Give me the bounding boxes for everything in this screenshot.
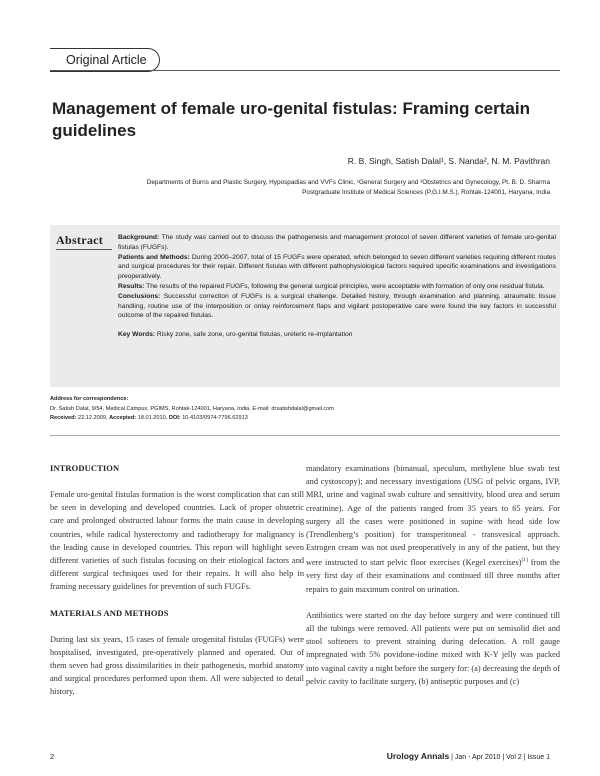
methods-heading: MATERIALS AND METHODS — [50, 607, 169, 618]
author-list: R. B. Singh, Satish Dalal¹, S. Nanda², N. M. Pavithran — [347, 156, 550, 166]
article-title: Management of female uro-genital fistulas: Framing certain guidelines — [52, 99, 530, 140]
abstract-text — [118, 233, 556, 340]
doi-value: 10.4103/0974-7796.62913 — [180, 415, 248, 421]
abstract-box — [50, 225, 560, 387]
correspondence-block — [50, 395, 560, 424]
abstract-background — [118, 233, 556, 253]
journal-footer — [387, 751, 550, 761]
left-column — [50, 462, 304, 699]
journal-name: Urology Annals — [386, 751, 450, 761]
methods-paragraph: During last six years, 15 cases of female urogenital fistulas (FUGFs) were hospitalised, investigated, pre-operatively planned and operated. Out of them seven had gross dissimilarities in their pathogenesis, morbid anatomy and surgical procedures performed upon them. All were subjected to detail history, — [50, 634, 304, 697]
affiliation — [30, 178, 550, 198]
introduction-heading: INTRODUCTION — [50, 463, 120, 473]
abstract-label-underline — [56, 249, 112, 250]
abstract-label: Abstract — [56, 233, 104, 247]
header-divider — [50, 70, 560, 71]
introduction-paragraph: Female uro-genital fistulas formation is the worst complication that can still be seen in developing and developed countries. Lack of proper obstetric care and prolonged obstructed labour forms the main cause in developing countries, while radical hysterectomy and radiotherapy for malignancy is the leading cause in developed countries. This report will highlight seven different varieties of such fistulas focusing on their etiological factors and different surgical techniques used for their repairs. It will also help in framing necessary guidelines for prevention of such FUGFs. — [50, 490, 304, 592]
reference-1[interactable]: [1] — [521, 557, 528, 564]
issue-info: | Jan - Apr 2010 | Vol 2 | Issue 1 — [449, 754, 550, 761]
correspondence-label: Address for correspondence: — [50, 396, 129, 402]
article-type-tag: Original Article — [50, 48, 160, 72]
abstract-results — [118, 282, 556, 292]
abstract-results-label: Results: — [118, 282, 145, 290]
abstract-conclusions-text: Successful correction of FUGFs is a surgical challenge. Detailed history, through examination and planning, atraumatic tissue handling, routine use of the interposition or onlay reinforcement flaps and vigilant postoperative care were found the key factors in successful outcome of the repaired fistulas. — [118, 292, 556, 320]
received-date: 22.12.2009, — [76, 415, 110, 421]
abstract-background-text: The study was carried out to discuss the pathogenesis and management protocol of seven different varieties of female uro-genital fistulas (FUGFs). — [118, 234, 556, 251]
abstract-methods — [118, 253, 556, 282]
abstract-keywords-label: Key Words: — [118, 331, 156, 339]
accepted-date: 18.01.2010, — [136, 415, 169, 421]
antibiotics-paragraph: Antibiotics were started on the day before surgery and were continued till all the tubings were removed. All patients were put on semisolid diet and stool softeners to prevent straining during defecation. A roll gauge impregnated with 5% povidone-iodine mixed with K-Y jelly was packed into vaginal cavity a night before the surgery for: (a) decreasing the depth of pelvic cavity to facilitate surgery, (b) antiseptic purposes and (c) — [306, 610, 560, 686]
abstract-conclusions — [118, 292, 556, 321]
abstract-methods-label: Patients and Methods: — [118, 253, 190, 261]
abstract-methods-text: During 2000–2007, total of 15 FUGFs were operated, which belonged to seven different varieties requiring different routes and surgical procedures for their repair. Different fistulas with different pathophysiological factors required specific examinations and investigations preoperatively. — [118, 253, 556, 281]
abstract-conclusions-label: Conclusions: — [118, 292, 161, 300]
examination-text-b: from the very first day of their examinations and continued till three months after repairs to gain maximum control on urination. — [306, 558, 560, 594]
accepted-label: Accepted: — [109, 415, 137, 421]
affiliation-line-1: Departments of Burns and Plastic Surgery, Hypospadias and VVFs Clinic, ¹General Surgery and ²Obstetrics and Gynecology, Pt. B. D. Sharma — [146, 179, 550, 186]
right-column — [306, 462, 560, 688]
affiliation-line-2: Postgraduate Institute of Medical Sciences (P.G.I.M.S.), Rohtak-124001, Haryana, India — [302, 189, 550, 196]
correspondence-address: Dr. Satish Dalal, 9/54, Medical Campus, PGIMS, Rohtak-124001, Haryana, India. E-mail: drsatishdalal@gmail.com — [50, 405, 334, 412]
examination-paragraph — [306, 462, 560, 596]
received-label: Received: — [50, 415, 77, 421]
abstract-keywords-text: Risky zone, safe zone, uro-genital fistulas, ureteric re-implantation — [155, 331, 353, 339]
abstract-background-label: Background: — [118, 234, 160, 241]
abstract-results-text: The results of the repaired FUGFs, following the general surgical principles, were acceptable with formation of only one residual fistula. — [144, 282, 545, 290]
examination-text-a: mandatory examinations (bimanual, speculum, methylene blue swab test and cystoscopy); and necessary investigations (USG of pelvic organs, IVP, MRI, urine and vaginal swab culture and sensitivity, blood urea and serum creatinine). Age of the patients ranged from 35 years to 65 years. For surgery all the cases were positioned in supine with head side low (Trendlenberg’s position) for transperitoneal - transvesical approach. Estrogen cream was not used preoperatively in any of the patient, but they were instructed to start pelvic floor exercises (Kegel exercises) — [306, 464, 560, 568]
page-number: 2 — [50, 752, 55, 761]
abstract-keywords — [118, 330, 556, 340]
article-dates — [50, 414, 560, 424]
doi-label: DOI: — [168, 415, 181, 421]
correspondence-divider — [50, 435, 560, 436]
